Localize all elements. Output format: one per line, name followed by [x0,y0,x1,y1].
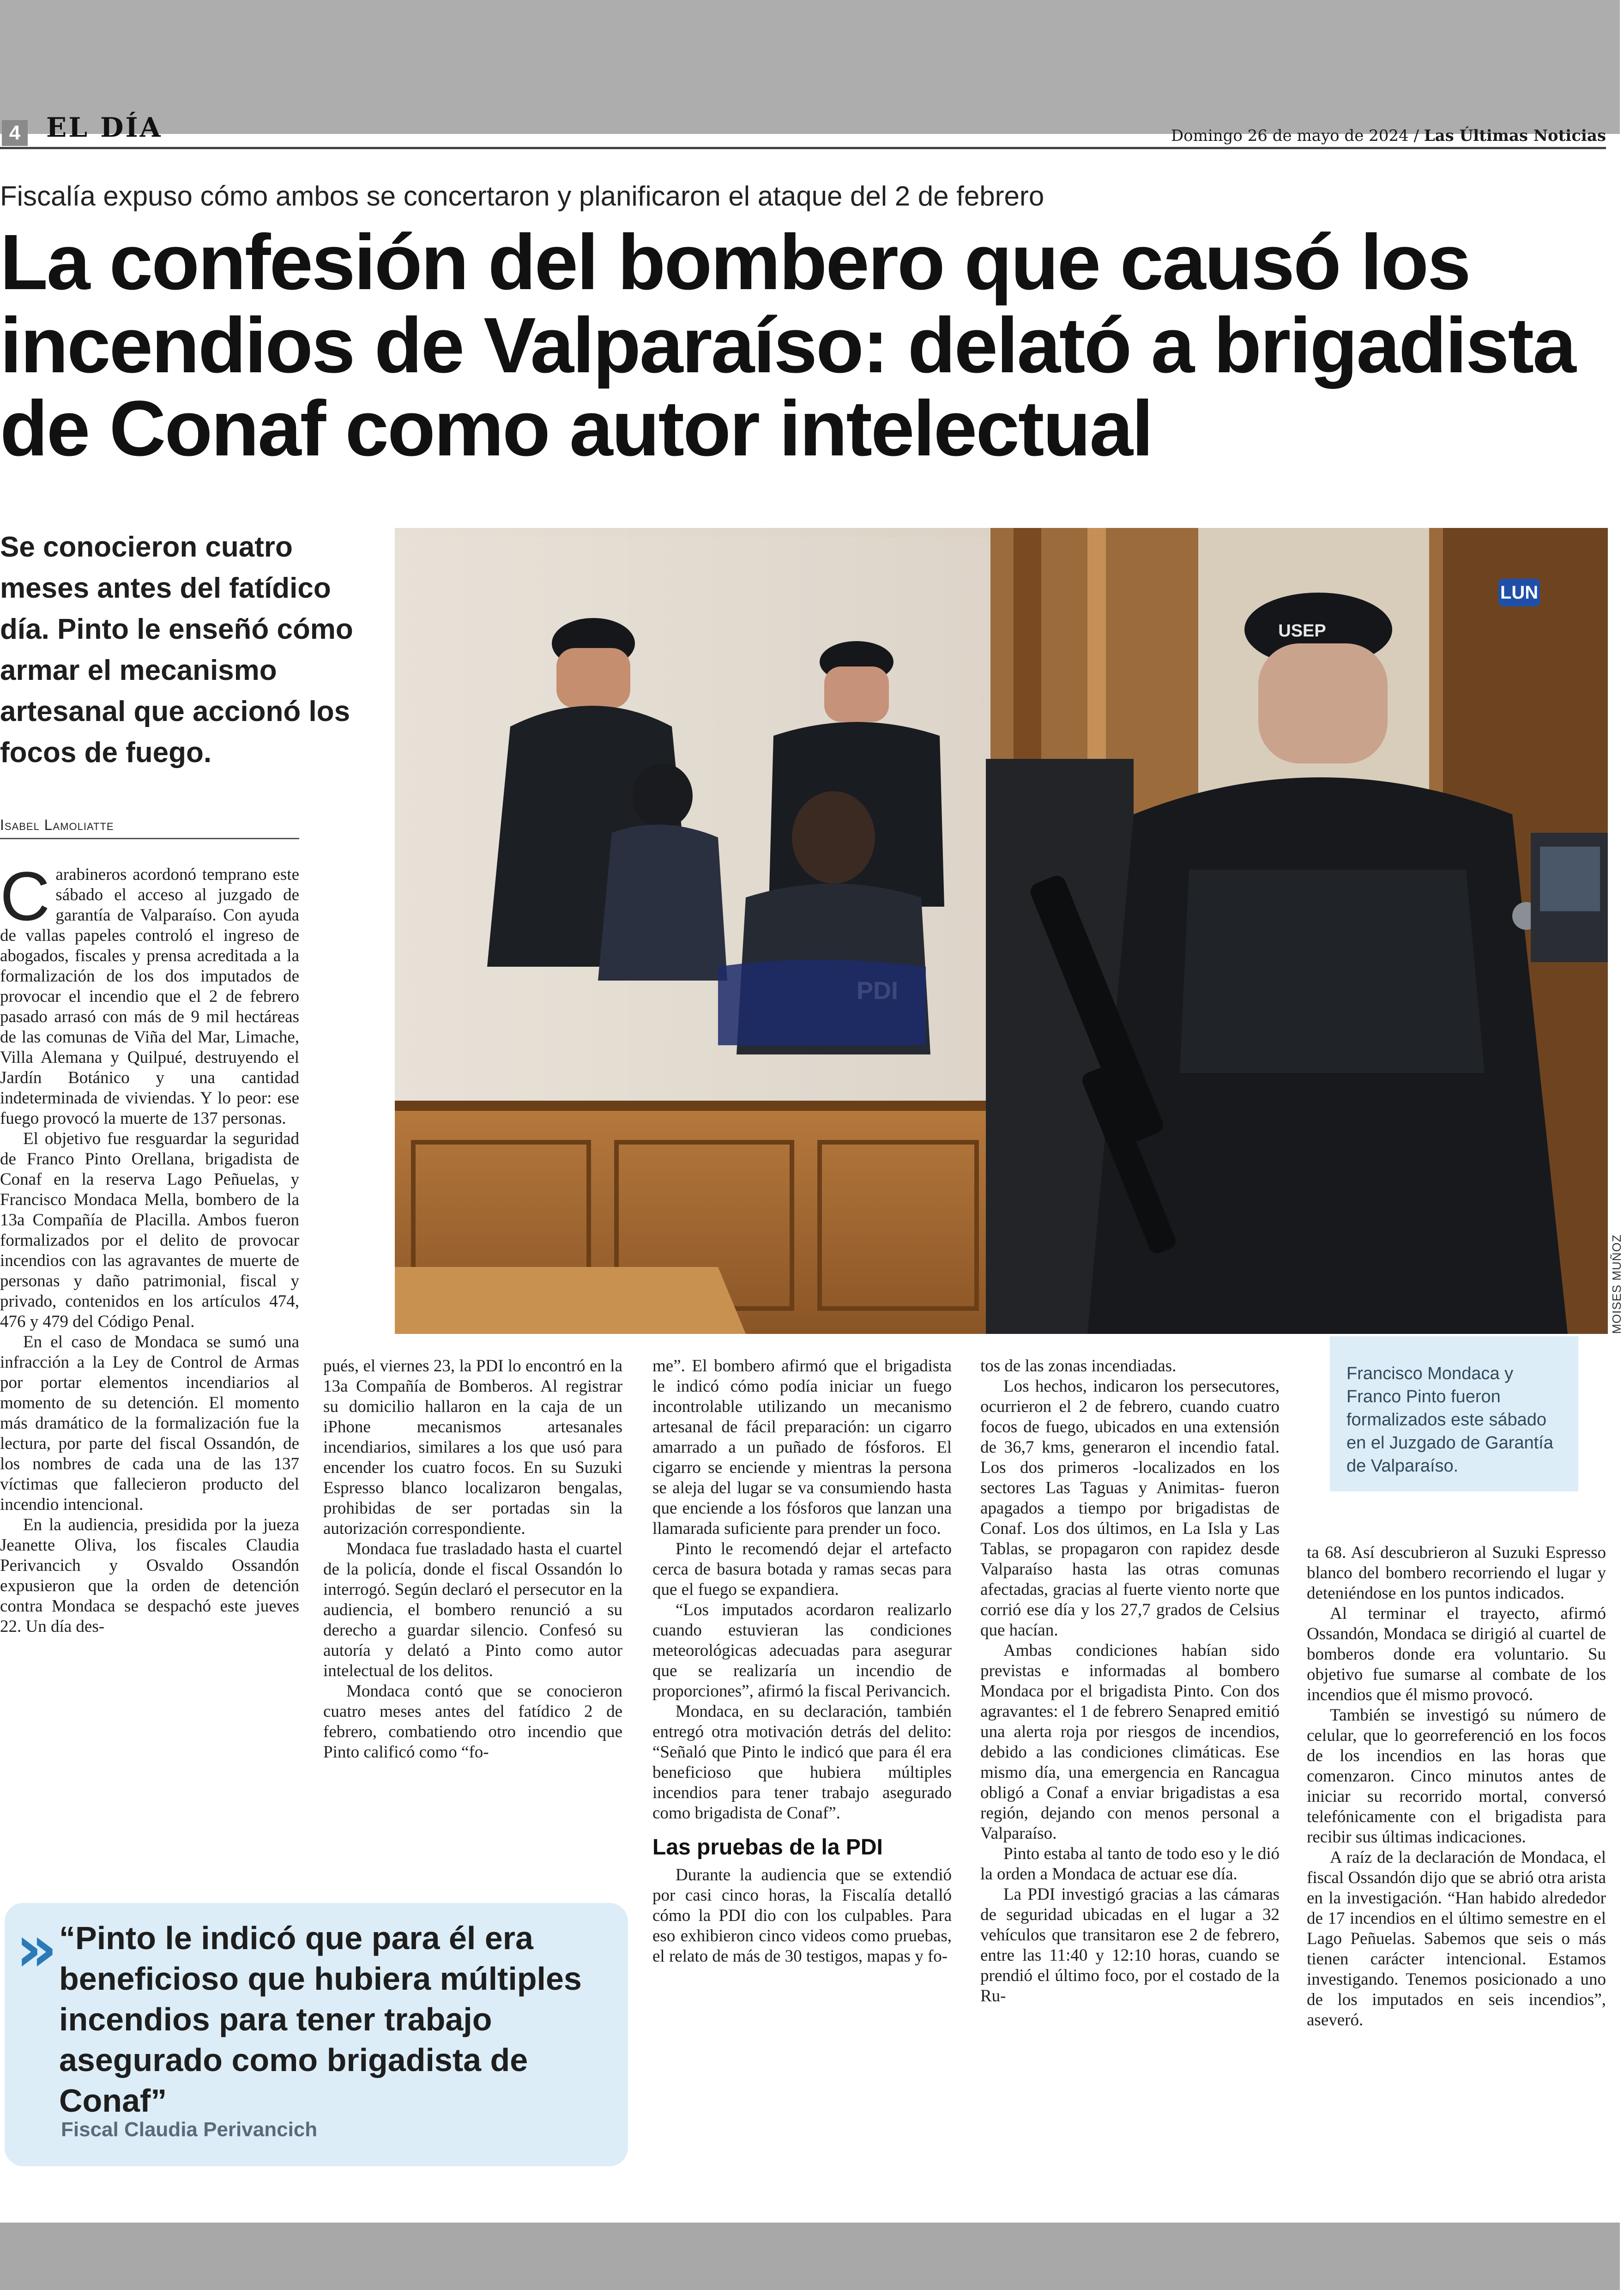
drop-cap: C [0,857,50,935]
paragraph: Mondaca, en su declaración, también entregó otra motivación detrás del delito: “Señaló que Pinto le indicó que para él era beneficioso que hubiera múltiples incendios para tener trabajo asegurado como brigadista de Conaf”. [652,1702,952,1823]
paragraph: También se investigó su número de celular, que lo georreferenció en los focos de los incendios en las horas que comenzaron. Cinco minutos antes de iniciar su recorrido mortal, conversó telefónicamente con el brigadista para recibir sus últimas indicaciones. [1307,1706,1606,1847]
paragraph: Pinto le recomendó dejar el artefacto cerca de basura botada y ramas secas para que el fuego se expandiera. [652,1539,952,1599]
dateline [1171,127,1606,145]
lun-logo-text: LUN [1500,582,1539,603]
photo-caption: Francisco Mondaca y Franco Pinto fueron formalizados este sábado en el Juzgado de Garantía de Valparaíso. [1346,1364,1553,1476]
section-title: EL DÍA [46,112,163,143]
headline: La confesión del bombero que causó los incendios de Valparaíso: delató a brigadista de Conaf como autor intelectual [0,218,1575,473]
paragraph: me”. El bombero afirmó que el brigadista le indicó cómo podía iniciar un fuego incontrolable utilizando un mecanismo artesanal de fácil preparación: un cigarro amarrado a un puñado de fósforos. El cigarro se enciende y mientras la persona se aleja del lugar se va consumiendo hasta que enciende a los fósforos que lanzan una llamarada suficiente para prender un foco. [652,1357,952,1538]
byline: Isabel Lamoliatte [0,817,114,833]
paragraph: Los hechos, indicaron los persecutores, ocurrieron el 2 de febrero, cuando cuatro focos de fuego, ubicados en una extensión de 36,7 kms, generaron el incendio fatal. Los dos primeros -localizados en los sectores Las Taguas y Animitas- fueron apagados a tiempo por brigadistas de Conaf. Los dos últimos, en La Isla y Las Tablas, se propagaron con rapidez desde Valparaíso hasta las otras comunas afectadas, gracias al fuerte viento norte que corrió ese día y los 27,7 grados de Celsius que hacían. [980,1377,1280,1640]
page-number: 4 [2,120,28,146]
court-photo [395,528,1608,1334]
cap-text: USEP [1278,621,1326,641]
paragraph-text: arabineros acordonó temprano este sábado el acceso al juzgado de garantía de Valparaíso. Con ayuda de vallas papeles controló el ingreso de abogados, fiscales y prensa acreditada a la formalización de los dos imputados de provocar el incendio que el 2 de febrero pasado arrasó con más de 9 mil hectáreas de las comunas de Viña del Mar, Limache, Villa Alemana y Quilpué, destruyendo el Jardín Botánico y una cantidad indeterminada de viviendas. Y lo peor: ese fuego provocó la muerte de 137 personas. [0,865,299,1128]
pull-quote-box [5,1903,628,2166]
issue-date: Domingo 26 de mayo de 2024 / [1171,127,1419,145]
paragraph: Ambas condiciones habían sido previstas e informadas al bombero Mondaca por el brigadista Pinto. Con dos agravantes: el 1 de febrero Senapred emitió una alerta roja por riesgos de incendios, debido a las condiciones climáticas. Ese mismo día, una emergencia en Rancagua obligó a Conaf a enviar brigadistas a esa región, dejando con menos personal a Valparaíso. [980,1641,1280,1843]
byline-rule [0,838,299,839]
paragraph: Pinto estaba al tanto de todo eso y le dió la orden a Mondaca de actuar ese día. [980,1844,1280,1884]
paragraph: Mondaca fue trasladado hasta el cuartel de la policía, donde el fiscal Ossandón lo interrogó. Según declaró el persecutor en la audiencia, el bombero renunció a su derecho a guardar silencio. Confesó su autoría y delató a Pinto como autor intelectual de los delitos. [323,1539,622,1680]
column-2 [323,1356,622,1887]
paragraph: En la audiencia, presidida por la jueza Jeanette Oliva, los fiscales Claudia Perivancich y Osvaldo Ossandón expusieron que la orden de detención contra Mondaca se despachó este jueves 22. Un día des- [0,1515,299,1636]
column-3 [652,1356,952,2174]
publication-name: Las Últimas Noticias [1424,127,1606,145]
paragraph: “Los imputados acordaron realizarlo cuando estuvieran las condiciones meteorológicas adecuadas para asegurar que se realizaría un incendio de proporciones”, afirmó la fiscal Perivancich. [652,1600,952,1701]
subheading: Las pruebas de la PDI [652,1835,883,1860]
scan-margin-bottom [0,2223,1620,2290]
photo-credit: MOISES MUÑOZ [1610,1234,1624,1334]
paragraph: Al terminar el trayecto, afirmó Ossandón, Mondaca se dirigió al cuartel de bomberos donde era voluntario. Su objetivo fue sumarse al combate de los incendios que él mismo provocó. [1307,1604,1606,1704]
column-5 [1307,1543,1606,2180]
paragraph: Durante la audiencia que se extendió por casi cinco horas, la Fiscalía detalló cómo la PDI dio con los culpables. Para eso exhibieron cinco videos como pruebas, el relato de más de 30 testigos, mapas y fo- [652,1866,952,1966]
paragraph: La PDI investigó gracias a las cámaras de seguridad ubicadas en el lugar a 32 vehículos que transitaron ese 2 de febrero, entre las 11:40 y 12:10 horas, cuando se prendió el último foco, por el costado de la Ru- [980,1885,1280,2005]
paragraph: En el caso de Mondaca se sumó una infracción a la Ley de Control de Armas por portar elementos incendiarios al momento de su detención. El momento más dramático de la formalización fue la lectura, por parte del fiscal Ossandón, de los nombres de cada una de las 137 víctimas que fallecieron producto del incendio intencional. [0,1333,299,1514]
header-rule [0,147,1606,149]
paragraph [0,857,299,1129]
summary: Se conocieron cuatro meses antes del fatídico día. Pinto le enseñó cómo armar el mecanismo artesanal que accionó los focos de fuego. [0,531,353,769]
quote-chevron-icon: » [16,1911,58,1987]
paragraph: El objetivo fue resguardar la seguridad de Franco Pinto Orellana, brigadista de Conaf en la reserva Lago Peñuelas, y Francisco Mondaca Mella, bombero de la 13a Compañía de Placilla. Ambos fueron formalizados por el delito de provocar incendios con las agravantes de muerte de personas y daño patrimonial, fiscal y privado, contenidos en los artículos 474, 476 y 479 del Código Penal. [0,1129,299,1331]
column-4 [980,1356,1280,2178]
pull-quote-text: “Pinto le indicó que para él era beneficioso que hubiera múltiples incendios para tener trabajo asegurado como brigadista de Conaf” [59,1920,582,2119]
kicker: Fiscalía expuso cómo ambos se concertaron y planificaron el ataque del 2 de febrero [0,181,1044,212]
paragraph: tos de las zonas incendiadas. [980,1357,1177,1375]
column-1 [0,857,299,1899]
paragraph: ta 68. Así descubrieron al Suzuki Espresso blanco del bombero recorriendo el lugar y deteniéndose en los puntos indicados. [1307,1543,1606,1603]
paragraph: pués, el viernes 23, la PDI lo encontró en la 13a Compañía de Bomberos. Al registrar su domicilio hallaron en la caja de un iPhone mecanismos artesanales incendiarios, similares a los que usó para encender los cuatro focos. En su Suzuki Espresso blanco localizaron bengalas, prohibidas de ser portadas sin la autorización correspondiente. [323,1357,622,1538]
pull-quote-source: Fiscal Claudia Perivancich [61,2118,318,2141]
paragraph: Mondaca contó que se conocieron cuatro meses antes del fatídico 2 de febrero, combatiendo otro incendio que Pinto calificó como “fo- [323,1682,622,1762]
paragraph: A raíz de la declaración de Mondaca, el fiscal Ossandón dijo que se abrió otra arista en la investigación. “Han habido alrededor de 17 incendios en el último semestre en el Lago Peñuelas. Sabemos que seis o más tienen carácter intencional. Estamos investigando. Tenemos posicionado a uno de los imputados en seis incendios”, aseveró. [1307,1848,1606,2029]
photo-caption-box [1330,1336,1578,1491]
page-header [0,110,1606,147]
